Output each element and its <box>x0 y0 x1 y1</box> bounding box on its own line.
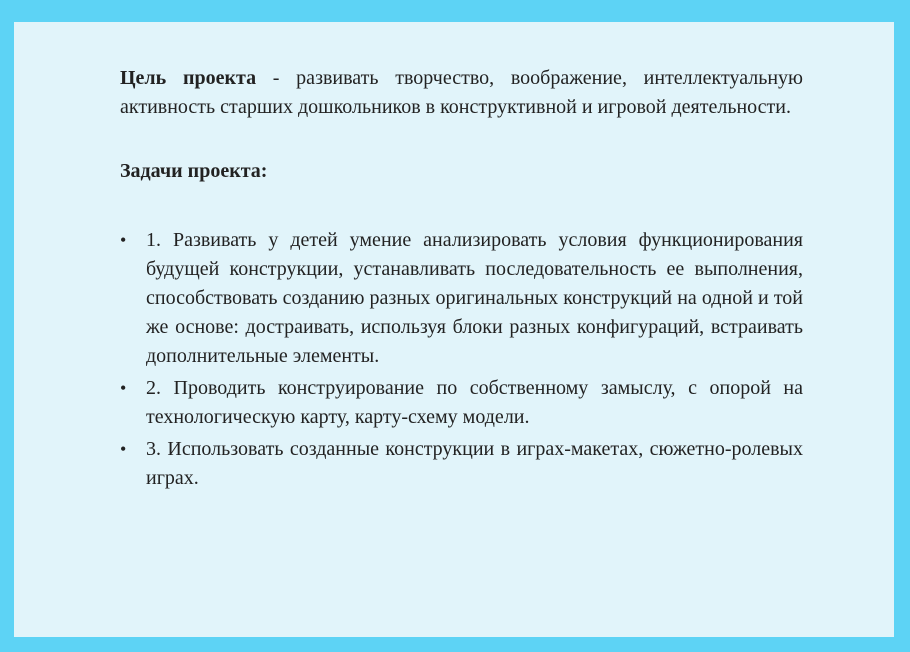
slide-content <box>120 64 803 496</box>
task-item-2 <box>120 374 803 432</box>
project-goal-lead: Цель проекта <box>120 67 257 89</box>
bullet-icon: • <box>120 230 127 250</box>
bullet-icon: • <box>120 378 127 398</box>
project-goal-text: - развивать творчество, воображение, интеллектуальную активность старших дошкольников в конструктивной и игровой деятельности. <box>120 67 803 118</box>
task-list <box>120 226 803 493</box>
tasks-heading: Задачи проекта: <box>120 160 268 182</box>
task-text-1: 1. Развивать у детей умение анализировать условия функционирования будущей конструкции, устанавливать последовательность ее выполнения, способствовать созданию разных оригинальных конструкций на одной и той же основе: достраивать, используя блоки разных конфигураций, встраивать дополнительные элементы. <box>146 229 803 367</box>
bullet-icon: • <box>120 439 127 459</box>
slide-frame <box>14 22 894 637</box>
project-goal-paragraph <box>120 64 803 122</box>
task-text-3: 3. Использовать созданные конструкции в играх-макетах, сюжетно-ролевых играх. <box>146 438 803 489</box>
task-item-1 <box>120 226 803 371</box>
task-item-3 <box>120 435 803 493</box>
task-text-2: 2. Проводить конструирование по собственному замыслу, с опорой на технологическую карту, карту-схему модели. <box>146 377 803 428</box>
